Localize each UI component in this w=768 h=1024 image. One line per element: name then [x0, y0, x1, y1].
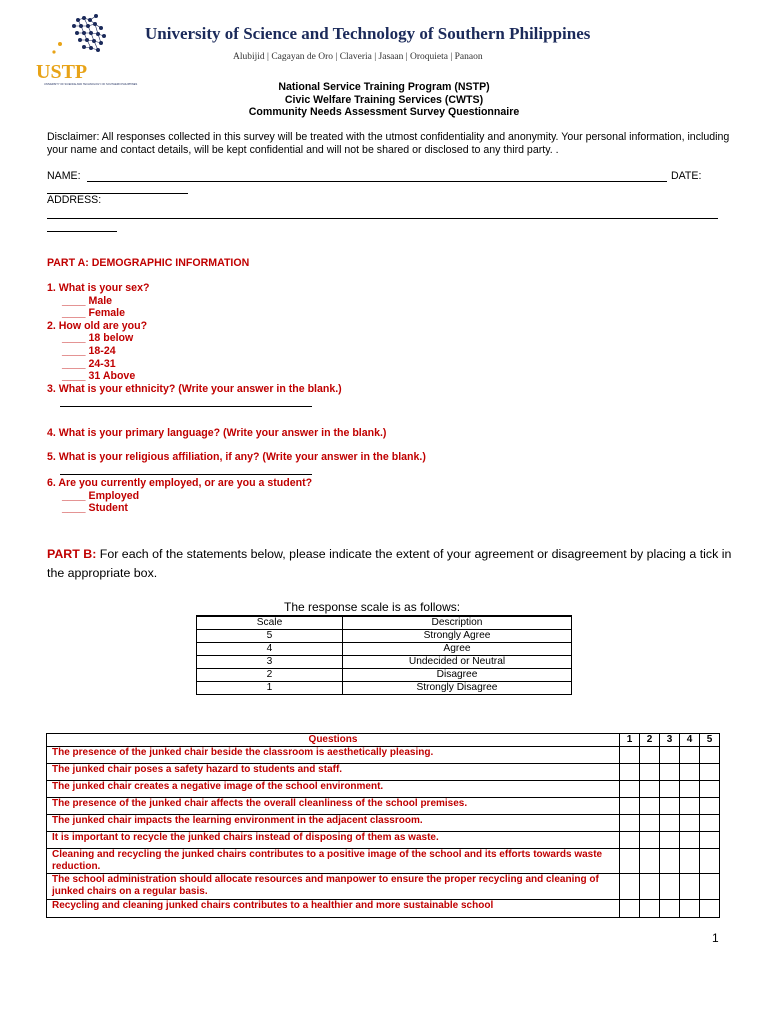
- part-b-instructions: [47, 545, 737, 582]
- option-employed[interactable]: ____ Employed: [62, 489, 140, 502]
- part-b-label: PART B:: [47, 547, 97, 561]
- rating-header-3: 3: [660, 734, 680, 747]
- disclaimer: Disclaimer: All responses collected in this survey will be treated with the utmost confidentiality and anonymity. Your personal information, including your name and contact details, will be kept confidential and will not be shared or disclosed to any third party. .: [47, 131, 730, 156]
- question-row: [47, 815, 720, 832]
- scale-value: 5: [197, 630, 343, 643]
- rating-box-5[interactable]: [700, 815, 720, 832]
- scale-row: [197, 669, 572, 682]
- date-label: DATE:: [671, 170, 702, 182]
- rating-box-3[interactable]: [660, 849, 680, 874]
- rating-box-4[interactable]: [680, 849, 700, 874]
- document-titles: [0, 81, 768, 119]
- question-text: It is important to recycle the junked chairs instead of disposing of them as waste.: [47, 832, 620, 849]
- question-text: Recycling and cleaning junked chairs contributes to a healthier and more sustainable school: [47, 900, 620, 918]
- rating-header-5: 5: [700, 734, 720, 747]
- logo-subtext: UNIVERSITY OF SCIENCE AND TECHNOLOGY OF SOUTHERN PHILIPPINES: [44, 83, 138, 86]
- name-field[interactable]: [87, 181, 667, 182]
- part-a-questions: [47, 282, 342, 395]
- questions-header-row: [47, 734, 720, 747]
- scale-description: Undecided or Neutral: [343, 656, 572, 669]
- question-text: The junked chair impacts the learning environment in the adjacent classroom.: [47, 815, 620, 832]
- address-label: ADDRESS:: [47, 194, 102, 206]
- question-row: [47, 781, 720, 798]
- question-sex: 1. What is your sex?: [47, 282, 150, 294]
- rating-box-5[interactable]: [700, 781, 720, 798]
- scale-row: [197, 682, 572, 695]
- rating-header-4: 4: [680, 734, 700, 747]
- question-language: 4. What is your primary language? (Write your answer in the blank.): [47, 427, 387, 439]
- rating-box-5[interactable]: [700, 874, 720, 900]
- rating-box-5[interactable]: [700, 832, 720, 849]
- question-row: [47, 764, 720, 781]
- option-18-below[interactable]: ____ 18 below: [62, 332, 134, 345]
- option-24-31[interactable]: ____ 24-31: [62, 357, 116, 370]
- rating-box-2[interactable]: [640, 764, 660, 781]
- rating-box-3[interactable]: [660, 798, 680, 815]
- campus-list: Alubijid | Cagayan de Oro | Claveria | Jasaan | Oroquieta | Panaon: [233, 52, 483, 62]
- scale-value: 3: [197, 656, 343, 669]
- question-row: [47, 832, 720, 849]
- scale-header-row: [197, 617, 572, 630]
- rating-box-3[interactable]: [660, 900, 680, 918]
- scale-description: Disagree: [343, 669, 572, 682]
- ethnicity-answer-field[interactable]: [60, 406, 312, 407]
- question-text: The junked chair creates a negative image of the school environment.: [47, 781, 620, 798]
- scale-value: 1: [197, 682, 343, 695]
- option-female[interactable]: ____ Female: [62, 307, 126, 320]
- part-b-text: For each of the statements below, please indicate the extent of your agreement or disagreement by placing a tick in the appropriate box.: [47, 547, 732, 580]
- rating-box-4[interactable]: [680, 815, 700, 832]
- title-nstp: National Service Training Program (NSTP): [278, 81, 490, 93]
- scale-value: 4: [197, 643, 343, 656]
- rating-box-3[interactable]: [660, 747, 680, 764]
- question-row: [47, 874, 720, 900]
- rating-box-5[interactable]: [700, 849, 720, 874]
- address-field-continued[interactable]: [47, 231, 117, 232]
- rating-box-1[interactable]: [620, 874, 640, 900]
- rating-box-4[interactable]: [680, 798, 700, 815]
- option-male[interactable]: ____ Male: [62, 294, 113, 307]
- rating-box-1[interactable]: [620, 815, 640, 832]
- scale-row: [197, 643, 572, 656]
- scale-row: [197, 630, 572, 643]
- rating-box-1[interactable]: [620, 798, 640, 815]
- scale-description: Strongly Agree: [343, 630, 572, 643]
- rating-box-5[interactable]: [700, 798, 720, 815]
- question-text: The school administration should allocate resources and manpower to ensure the proper recycling and cleaning of junked chairs on a regular basis.: [47, 874, 620, 900]
- rating-box-1[interactable]: [620, 832, 640, 849]
- rating-box-1[interactable]: [620, 781, 640, 798]
- title-survey: Community Needs Assessment Survey Questionnaire: [248, 106, 520, 118]
- rating-box-5[interactable]: [700, 900, 720, 918]
- rating-box-1[interactable]: [620, 900, 640, 918]
- employment-question-block: [47, 477, 312, 515]
- rating-box-2[interactable]: [640, 832, 660, 849]
- questions-header: Questions: [47, 734, 620, 747]
- question-ethnicity: 3. What is your ethnicity? (Write your answer in the blank.): [47, 382, 342, 395]
- rating-box-4[interactable]: [680, 747, 700, 764]
- rating-box-1[interactable]: [620, 747, 640, 764]
- rating-box-2[interactable]: [640, 781, 660, 798]
- rating-box-2[interactable]: [640, 900, 660, 918]
- rating-box-1[interactable]: [620, 849, 640, 874]
- part-a-title: PART A: DEMOGRAPHIC INFORMATION: [47, 257, 250, 269]
- rating-box-3[interactable]: [660, 764, 680, 781]
- scale-caption: The response scale is as follows:: [284, 600, 461, 614]
- page-number: 1: [712, 931, 719, 945]
- rating-box-4[interactable]: [680, 874, 700, 900]
- scale-description: Agree: [343, 643, 572, 656]
- rating-box-3[interactable]: [660, 832, 680, 849]
- rating-box-5[interactable]: [700, 747, 720, 764]
- rating-box-3[interactable]: [660, 874, 680, 900]
- rating-box-5[interactable]: [700, 764, 720, 781]
- option-18-24[interactable]: ____ 18-24: [62, 344, 116, 357]
- question-row: [47, 798, 720, 815]
- rating-box-4[interactable]: [680, 900, 700, 918]
- option-student[interactable]: ____ Student: [62, 502, 128, 515]
- title-cwts: Civic Welfare Training Services (CWTS): [284, 93, 484, 106]
- rating-box-2[interactable]: [640, 798, 660, 815]
- rating-box-4[interactable]: [680, 764, 700, 781]
- rating-header-1: 1: [620, 734, 640, 747]
- question-row: [47, 849, 720, 874]
- question-text: The junked chair poses a safety hazard to students and staff.: [47, 764, 620, 781]
- question-text: The presence of the junked chair affects the overall cleanliness of the school premises.: [47, 798, 620, 815]
- scale-value: 2: [197, 669, 343, 682]
- questions-table: [46, 733, 720, 918]
- response-scale-table: [196, 616, 572, 695]
- scale-header: Scale: [197, 617, 343, 630]
- question-religion: 5. What is your religious affiliation, if any? (Write your answer in the blank.): [47, 451, 426, 463]
- rating-box-3[interactable]: [660, 815, 680, 832]
- question-age: 2. How old are you?: [47, 319, 148, 332]
- rating-box-2[interactable]: [640, 747, 660, 764]
- rating-box-2[interactable]: [640, 874, 660, 900]
- scale-row: [197, 656, 572, 669]
- university-name: University of Science and Technology of Southern Philippines: [145, 24, 591, 43]
- name-label: NAME:: [47, 170, 81, 182]
- scale-description: Strongly Disagree: [343, 682, 572, 695]
- rating-box-3[interactable]: [660, 781, 680, 798]
- rating-box-2[interactable]: [640, 815, 660, 832]
- rating-header-2: 2: [640, 734, 660, 747]
- question-row: [47, 747, 720, 764]
- question-row: [47, 900, 720, 918]
- address-field[interactable]: [47, 218, 718, 219]
- rating-box-2[interactable]: [640, 849, 660, 874]
- question-text: Cleaning and recycling the junked chairs contributes to a positive image of the school and its efforts towards waste reduction.: [47, 849, 620, 874]
- rating-box-4[interactable]: [680, 781, 700, 798]
- question-text: The presence of the junked chair beside the classroom is aesthetically pleasing.: [47, 747, 620, 764]
- religion-answer-field[interactable]: [60, 474, 312, 475]
- logo-text: USTP: [36, 61, 88, 83]
- option-31-above[interactable]: ____ 31 Above: [62, 370, 136, 383]
- description-header: Description: [343, 617, 572, 630]
- question-employment: 6. Are you currently employed, or are you a student?: [47, 477, 313, 489]
- rating-box-4[interactable]: [680, 832, 700, 849]
- rating-box-1[interactable]: [620, 764, 640, 781]
